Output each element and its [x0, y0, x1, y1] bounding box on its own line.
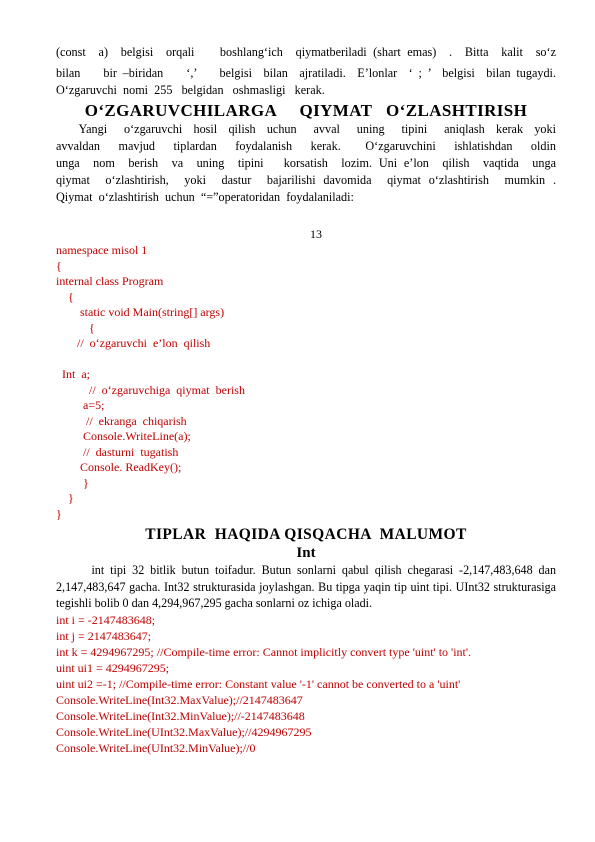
- code-line: Console.WriteLine(UInt32.MaxValue);//4294967295: [56, 724, 312, 739]
- code-line: Console.WriteLine(UInt32.MinValue);//0: [56, 740, 256, 755]
- code-line: }: [56, 506, 62, 521]
- code-line: // o‘zgaruvchi e’lon qilish: [56, 336, 211, 350]
- heading-int: Int: [296, 545, 316, 561]
- assignment-line-2: avvaldan mavjud tiplardan foydalanish kerak. O‘zgaruvchini ishlatishdan oldin: [56, 139, 556, 153]
- document-page: [56, 44, 560, 756]
- heading-types: TIPLAR HAQIDA QISQACHA MALUMOT: [145, 526, 467, 543]
- int-code-block: [56, 612, 556, 756]
- code-line: Console.WriteLine(a);: [56, 429, 191, 443]
- code-line: int j = 2147483647;: [56, 628, 152, 643]
- code-line: Console. ReadKey();: [56, 460, 182, 474]
- code-line: Console.WriteLine(Int32.MaxValue);//2147483647: [56, 692, 303, 707]
- code-line: Console.WriteLine(Int32.MinValue);//-2147483648: [56, 708, 305, 723]
- code-line: int k = 4294967295; //Compile-time error: Cannot implicitly convert type 'uint' to 'int'.: [56, 644, 472, 659]
- heading-assignment: O‘ZGARUVCHILARGA QIYMAT O‘ZLASHTIRISH: [84, 101, 528, 120]
- code-line: }: [56, 491, 74, 505]
- assignment-line-1: Yangi o‘zgaruvchi hosil qilish uchun avval uning tipini aniqlash kerak yoki: [56, 122, 556, 136]
- code-line: internal class Program: [56, 274, 164, 288]
- code-line: // o‘zgaruvchiga qiymat berish: [56, 382, 245, 397]
- intro-line-2: bilan bir –biridan ‘,’ belgisi bilan ajratiladi. E’lonlar ‘ ; ’ belgisi bilan tugaydi.: [56, 66, 556, 80]
- code-line: [56, 352, 556, 368]
- assignment-paragraph: [56, 121, 556, 206]
- page-number: 13: [310, 227, 322, 241]
- code-line: int i = -2147483648;: [56, 612, 156, 627]
- intro-line-1: (const a) belgisi orqali boshlang‘ich qiymatberiladi (shart emas) . Bitta kalit so‘z: [56, 45, 556, 59]
- code-line: }: [56, 475, 89, 490]
- code-line: namespace misol 1: [56, 243, 148, 257]
- assignment-line-5: Qiymat o‘zlashtirish uchun “=”operatoridan foydalaniladi:: [56, 190, 354, 204]
- code-line: uint ui1 = 4294967295;: [56, 660, 170, 675]
- code-block: [56, 243, 556, 522]
- code-line: {: [56, 320, 95, 335]
- intro-line-3: O‘zgaruvchi nomi 255 belgidan oshmasligi kerak.: [56, 83, 325, 97]
- code-line: uint ui2 =-1; //Compile-time error: Constant value '-1' cannot be converted to a 'uint': [56, 676, 461, 691]
- int-paragraph: int tipi 32 bitlik butun toifadur. Butun sonlarni qabul qilish chegarasi -2,147,483,648 dan 2,147,483,647 gacha. Int32 strukturasida joylashgan. Bu tipga yaqin tip uint tipi. UInt32 strukturasiga tegishli bolib 0 dan 4,294,967,295 gacha sonlarni oz ichiga oladi.: [56, 563, 560, 610]
- code-line: // dasturni tugatish: [56, 444, 179, 459]
- code-line: // ekranga chiqarish: [56, 413, 187, 428]
- assignment-line-4: qiymat o‘zlashtirish, yoki dastur bajarilishi davomida qiymat o‘zlashtirish mumkin .: [56, 173, 556, 187]
- code-line: {: [56, 289, 74, 304]
- code-line: Int a;: [56, 367, 90, 381]
- code-line: {: [56, 258, 62, 273]
- assignment-line-3: unga nom berish va uning tipini korsatish lozim. Uni e’lon qilish vaqtida unga: [56, 156, 556, 170]
- intro-paragraph: [56, 44, 556, 99]
- code-line: a=5;: [56, 398, 105, 412]
- code-line: static void Main(string[] args): [56, 305, 225, 319]
